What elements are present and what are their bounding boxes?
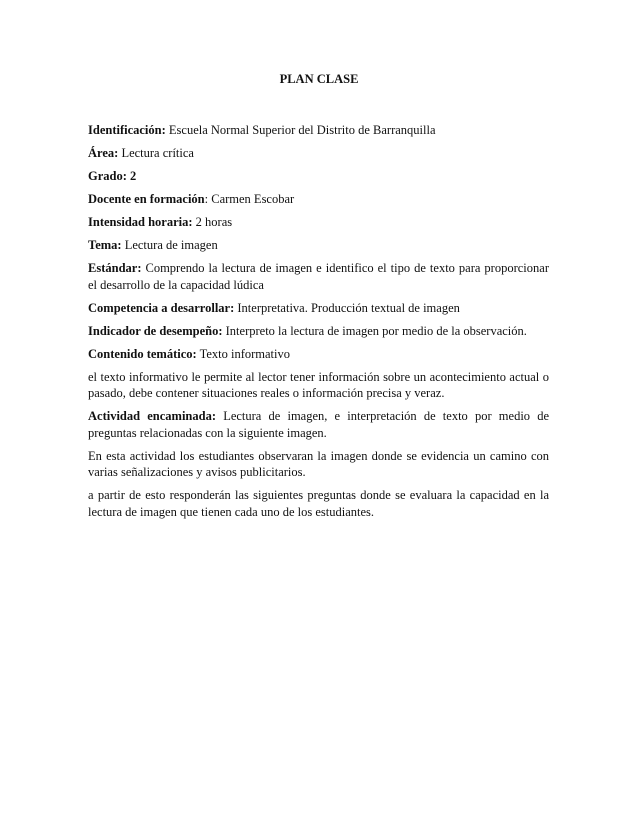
- field-docente: [88, 191, 549, 208]
- field-label: Actividad encaminada:: [88, 409, 217, 423]
- paragraph-preguntas: a partir de esto responderán las siguientes preguntas donde se evaluara la capacidad en la lectura de imagen que tienen cada uno de los estudiantes.: [88, 488, 549, 519]
- field-identificacion: [88, 122, 549, 139]
- field-value: 2 horas: [195, 215, 233, 229]
- field-value: Lectura de imagen: [124, 238, 218, 252]
- field-value: Interpreto la lectura de imagen por medio de la observación.: [225, 323, 527, 338]
- field-value: Texto informativo: [199, 346, 291, 361]
- field-value: Escuela Normal Superior del Distrito de Barranquilla: [168, 123, 436, 137]
- field-label: Área:: [88, 146, 119, 160]
- field-value: 2: [130, 169, 137, 183]
- field-label: Intensidad horaria:: [88, 215, 193, 229]
- field-intensidad: [88, 214, 549, 231]
- field-actividad: [88, 408, 549, 441]
- field-label: Identificación:: [88, 123, 166, 137]
- field-value: : Carmen Escobar: [204, 192, 295, 206]
- field-label: Docente en formación: [88, 192, 205, 206]
- document-body: [88, 122, 549, 527]
- field-label: Grado:: [88, 169, 127, 183]
- field-value: Comprendo la lectura de imagen e identifico el tipo de texto para proporcionar el desarrollo de la capacidad lúdica: [88, 261, 549, 292]
- field-label: Tema:: [88, 238, 122, 252]
- field-estandar: [88, 260, 549, 293]
- field-area: [88, 145, 549, 162]
- field-value: Lectura crítica: [121, 146, 194, 160]
- field-tema: [88, 237, 549, 254]
- paragraph-actividad: En esta actividad los estudiantes observaran la imagen donde se evidencia un camino con varias señalizaciones y avisos publicitarios.: [88, 448, 549, 479]
- field-label: Competencia a desarrollar:: [88, 300, 235, 315]
- field-contenido: [88, 346, 549, 363]
- field-label: Estándar:: [88, 261, 142, 275]
- page-title: PLAN CLASE: [279, 72, 359, 86]
- paragraph-texto-informativo: el texto informativo le permite al lector tener información sobre un acontecimiento actual o pasado, debe contener situaciones reales o información precisa y veraz.: [88, 369, 549, 400]
- field-grado: [88, 168, 549, 185]
- field-label: Contenido temático:: [88, 346, 197, 361]
- field-competencia: [88, 300, 549, 317]
- field-label: Indicador de desempeño:: [88, 323, 223, 338]
- field-indicador: [88, 323, 549, 340]
- field-value: Interpretativa. Producción textual de imagen: [237, 300, 460, 315]
- field-value: Lectura de imagen, e interpretación de texto por medio de preguntas relacionadas con la siguiente imagen.: [88, 409, 550, 440]
